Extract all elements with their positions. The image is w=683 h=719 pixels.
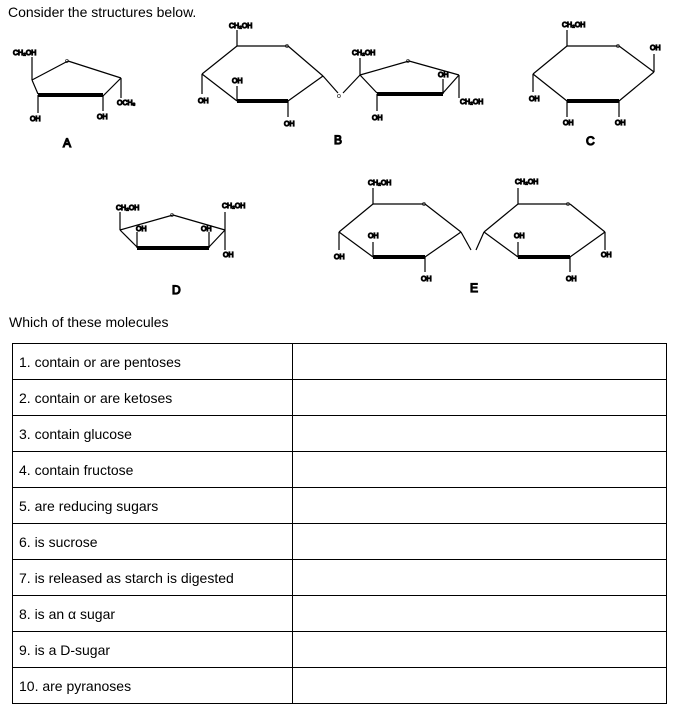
table-row xyxy=(13,632,667,668)
a-letter: A xyxy=(63,136,72,150)
row-question: 10. are pyranoses xyxy=(13,668,293,704)
row-question: 2. contain or are ketoses xyxy=(13,380,293,416)
d-ch2oh-left-label: CH₂OH xyxy=(116,205,140,212)
d-ch2oh-right-label: CH₂OH xyxy=(222,203,246,210)
structure-e xyxy=(334,179,612,295)
b-oh-glucose-inner-label: OH xyxy=(232,78,243,85)
c-oh-left-label: OH xyxy=(529,96,540,103)
svg-text:o: o xyxy=(406,58,410,65)
row-question: 7. is released as starch is digested xyxy=(13,560,293,596)
row-answer-cell[interactable] xyxy=(293,596,667,632)
structures-figure xyxy=(0,0,683,300)
row-answer-cell[interactable] xyxy=(293,416,667,452)
table-row xyxy=(13,416,667,452)
row-question: 3. contain glucose xyxy=(13,416,293,452)
structure-a xyxy=(13,50,136,150)
a-oh-right-label: OH xyxy=(97,114,108,121)
row-question: 6. is sucrose xyxy=(13,524,293,560)
table-row xyxy=(13,488,667,524)
table-row xyxy=(13,596,667,632)
b-ch2oh-fructose-top-label: CH₂OH xyxy=(352,50,376,57)
structure-b xyxy=(198,23,483,147)
row-question: 1. contain or are pentoses xyxy=(13,344,293,380)
svg-text:o: o xyxy=(65,58,69,65)
e-oh-1-bottom-label: OH xyxy=(421,276,432,283)
e-ch2oh-2-label: CH₂OH xyxy=(515,179,539,186)
table-row xyxy=(13,524,667,560)
d-oh-inner1-label: OH xyxy=(136,226,147,233)
table-row xyxy=(13,344,667,380)
table-row xyxy=(13,668,667,704)
c-letter: C xyxy=(586,134,595,148)
svg-text:o: o xyxy=(285,43,289,50)
row-question: 9. is a D-sugar xyxy=(13,632,293,668)
d-oh-right-label: OH xyxy=(223,252,234,259)
row-answer-cell[interactable] xyxy=(293,560,667,596)
svg-text:o: o xyxy=(616,43,620,50)
a-oh-left-label: OH xyxy=(30,116,41,123)
e-oh-1-inner-label: OH xyxy=(368,233,379,240)
row-question: 4. contain fructose xyxy=(13,452,293,488)
b-oh-glucose-bottom-label: OH xyxy=(284,121,295,128)
row-answer-cell[interactable] xyxy=(293,380,667,416)
row-answer-cell[interactable] xyxy=(293,452,667,488)
structure-d xyxy=(116,203,245,297)
row-answer-cell[interactable] xyxy=(293,524,667,560)
a-ch2oh-label: CH₂OH xyxy=(13,50,37,57)
e-oh-2-bottom-label: OH xyxy=(566,276,577,283)
svg-text:o: o xyxy=(422,201,426,208)
a-och3-label: OCH₃ xyxy=(117,100,136,107)
c-oh-right-label: OH xyxy=(650,45,661,52)
e-ch2oh-1-label: CH₂OH xyxy=(368,180,392,187)
table-row xyxy=(13,380,667,416)
e-letter: E xyxy=(470,281,479,295)
c-ch2oh-label: CH₂OH xyxy=(562,22,586,29)
b-oh-fructose-top-label: OH xyxy=(438,72,449,79)
b-ch2oh-glucose-label: CH₂OH xyxy=(229,23,253,30)
e-oh-2-inner-label: OH xyxy=(514,233,525,240)
e-oh-1-left-label: OH xyxy=(334,254,345,261)
c-oh-bottom1-label: OH xyxy=(563,120,574,127)
row-answer-cell[interactable] xyxy=(293,344,667,380)
row-question: 5. are reducing sugars xyxy=(13,488,293,524)
row-answer-cell[interactable] xyxy=(293,668,667,704)
b-letter: B xyxy=(334,133,343,147)
answers-table xyxy=(12,343,667,704)
c-oh-bottom2-label: OH xyxy=(615,120,626,127)
row-question: 8. is an α sugar xyxy=(13,596,293,632)
question-text: Which of these molecules xyxy=(9,314,169,330)
d-letter: D xyxy=(172,283,181,297)
d-oh-inner2-label: OH xyxy=(201,226,212,233)
b-oh-glucose-left-label: OH xyxy=(198,98,209,105)
table-row xyxy=(13,452,667,488)
row-answer-cell[interactable] xyxy=(293,632,667,668)
svg-text:o: o xyxy=(170,212,174,219)
e-oh-2-right-label: OH xyxy=(601,252,612,259)
table-row xyxy=(13,560,667,596)
structure-c xyxy=(529,22,661,148)
row-answer-cell[interactable] xyxy=(293,488,667,524)
svg-text:o: o xyxy=(337,93,341,100)
b-ch2oh-fructose-right-label: CH₂OH xyxy=(460,99,484,106)
intro-text: Consider the structures below. xyxy=(8,4,197,20)
svg-text:o: o xyxy=(566,201,570,208)
b-oh-fructose-bottom-label: OH xyxy=(372,115,383,122)
